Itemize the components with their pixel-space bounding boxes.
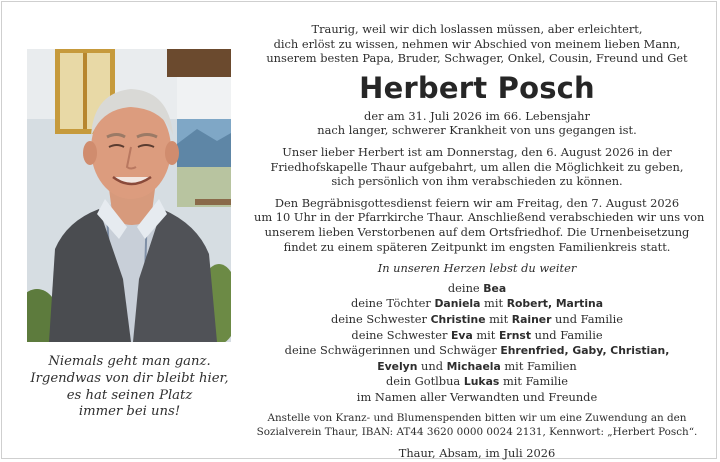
- death-line: nach langer, schwerer Krankheit von uns gegangen ist.: [317, 123, 637, 138]
- place-date: Thaur, Absam, im Juli 2026: [398, 446, 556, 461]
- intro-line: dich erlöst zu wissen, nehmen wir Abschied von meinem lieben Mann,: [273, 36, 681, 51]
- mourner-line: dein Gotlbua Lukas mit Familie: [386, 374, 568, 389]
- death-line: der am 31. Juli 2026 im 66. Lebensjahr: [364, 108, 590, 123]
- quote-line: Niemals geht man ganz.: [48, 354, 211, 369]
- intro-line: Traurig, weil wir dich loslassen müssen, aber erleichtert,: [311, 22, 643, 36]
- quote-line: immer bei uns!: [78, 404, 181, 420]
- obituary-text: [254, 22, 705, 461]
- quote-line: Irgendwas von dir bleibt hier,: [30, 370, 229, 386]
- memorial-quote: [22, 354, 237, 421]
- obituary-card: [1, 1, 717, 459]
- funeral-line: unserem lieben Verstorbenen auf dem Ortsfriedhof. Die Urnenbeisetzung: [264, 224, 690, 239]
- hearts-line: In unseren Herzen lebst du weiter: [377, 261, 577, 276]
- mourner-line: im Namen aller Verwandten und Freunde: [356, 389, 598, 404]
- mourner-line: Evelyn und Michaela mit Familien: [377, 358, 577, 373]
- deceased-name: Herbert Posch: [359, 70, 595, 105]
- quote-line: es hat seinen Platz: [66, 387, 193, 403]
- viewing-line: sich persönlich von ihm verabschieden zu können.: [331, 174, 623, 189]
- intro-line: unserem besten Papa, Bruder, Schwager, Onkel, Cousin, Freund und Get: [266, 51, 688, 66]
- funeral-line: Den Begräbnisgottesdienst feiern wir am Freitag, den 7. August 2026: [274, 195, 680, 210]
- mourner-line: deine Bea: [447, 280, 507, 295]
- portrait-photo: [27, 49, 231, 342]
- mourner-line: deine Schwester Eva mit Ernst und Familie: [351, 327, 603, 342]
- donation-line: Sozialverein Thaur, IBAN: AT44 3620 0000 0024 2131, Kennwort: „Herbert Posch“.: [256, 426, 698, 439]
- mourner-line: deine Schwägerinnen und Schwäger Ehrenfried, Gaby, Christian,: [284, 343, 670, 358]
- viewing-line: Unser lieber Herbert ist am Donnerstag, den 6. August 2026 in der: [282, 144, 672, 159]
- funeral-line: um 10 Uhr in der Pfarrkirche Thaur. Anschließend verabschieden wir uns von: [254, 210, 705, 225]
- mourner-line: deine Töchter Daniela mit Robert, Martina: [350, 296, 604, 311]
- donation-line: Anstelle von Kranz- und Blumenspenden bitten wir um eine Zuwendung an den: [267, 412, 687, 425]
- mourner-line: deine Schwester Christine mit Rainer und Familie: [330, 311, 624, 326]
- funeral-line: findet zu einem späteren Zeitpunkt im engsten Familienkreis statt.: [283, 239, 671, 254]
- viewing-line: Friedhofskapelle Thaur aufgebahrt, um allen die Möglichkeit zu geben,: [270, 159, 684, 174]
